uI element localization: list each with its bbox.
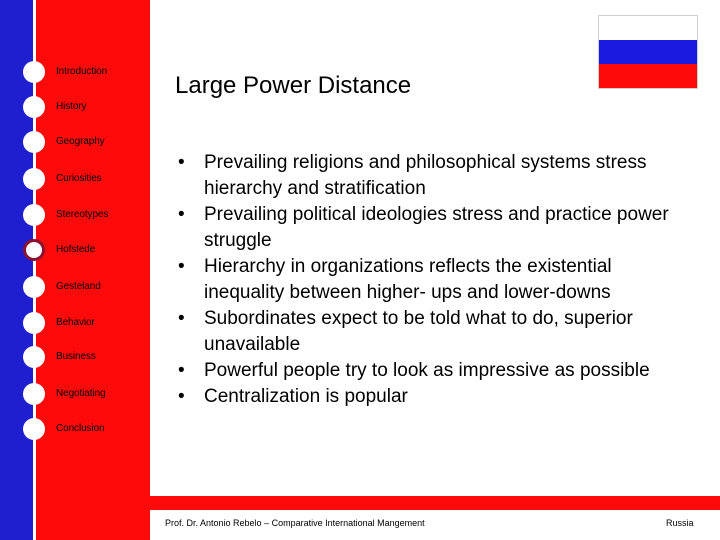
nav-item-hofstede[interactable] <box>23 239 148 263</box>
bullet-item: • Centralization is popular <box>178 384 678 410</box>
nav-dot[interactable] <box>23 168 45 190</box>
nav-dot[interactable] <box>23 383 45 405</box>
nav-dot[interactable] <box>23 418 45 440</box>
nav-item-negotiating[interactable] <box>23 383 148 407</box>
nav-label: Stereotypes <box>56 209 109 220</box>
nav-item-introduction[interactable] <box>23 61 148 85</box>
nav-label: History <box>56 101 87 112</box>
bullet-item: • Powerful people try to look as impressive as possible <box>178 358 678 384</box>
nav-item-behavior[interactable] <box>23 312 148 336</box>
nav-dot[interactable] <box>23 276 45 298</box>
flag-stripe-white <box>599 16 697 40</box>
footer-country: Russia <box>666 518 694 528</box>
nav-label: Curiosities <box>56 173 102 184</box>
bullet-list <box>178 150 678 410</box>
bullet-item: • Prevailing religions and philosophical systems stress hierarchy and stratification <box>178 150 678 202</box>
nav-label: Hofstede <box>56 244 96 255</box>
bullet-item: • Subordinates expect to be told what to do, superior unavailable <box>178 306 678 358</box>
nav-item-gesteland[interactable] <box>23 276 148 300</box>
slide-title: Large Power Distance <box>175 72 412 99</box>
flag-stripe-red <box>599 64 697 88</box>
nav-dot[interactable] <box>23 61 45 83</box>
bullet-item: • Prevailing political ideologies stress and practice power struggle <box>178 202 678 254</box>
bullet-item: • Hierarchy in organizations reflects the existential inequality between higher- ups and lower-downs <box>178 254 678 306</box>
flag-stripe-blue <box>599 40 697 64</box>
nav-dot[interactable] <box>23 204 45 226</box>
nav-label: Negotiating <box>56 388 106 399</box>
nav-item-curiosities[interactable] <box>23 168 148 192</box>
nav-label: Introduction <box>56 66 108 77</box>
nav-label: Conclusion <box>56 423 105 434</box>
nav-dot[interactable] <box>23 131 45 153</box>
nav-item-conclusion[interactable] <box>23 418 148 442</box>
footer-author: Prof. Dr. Antonio Rebelo – Comparative International Mangement <box>165 518 425 528</box>
nav-label: Behavior <box>56 317 95 328</box>
nav-item-stereotypes[interactable] <box>23 204 148 228</box>
nav-label: Geography <box>56 136 105 147</box>
nav-label: Gesteland <box>56 281 101 292</box>
nav-dot-active[interactable] <box>23 239 45 261</box>
nav-dot[interactable] <box>23 96 45 118</box>
nav-item-geography[interactable] <box>23 131 148 155</box>
nav-item-business[interactable] <box>23 346 148 370</box>
russia-flag-icon <box>598 15 698 89</box>
nav-dot[interactable] <box>23 312 45 334</box>
nav-dot[interactable] <box>23 346 45 368</box>
nav-item-history[interactable] <box>23 96 148 120</box>
nav-label: Business <box>56 351 96 362</box>
footer-band <box>150 496 720 510</box>
